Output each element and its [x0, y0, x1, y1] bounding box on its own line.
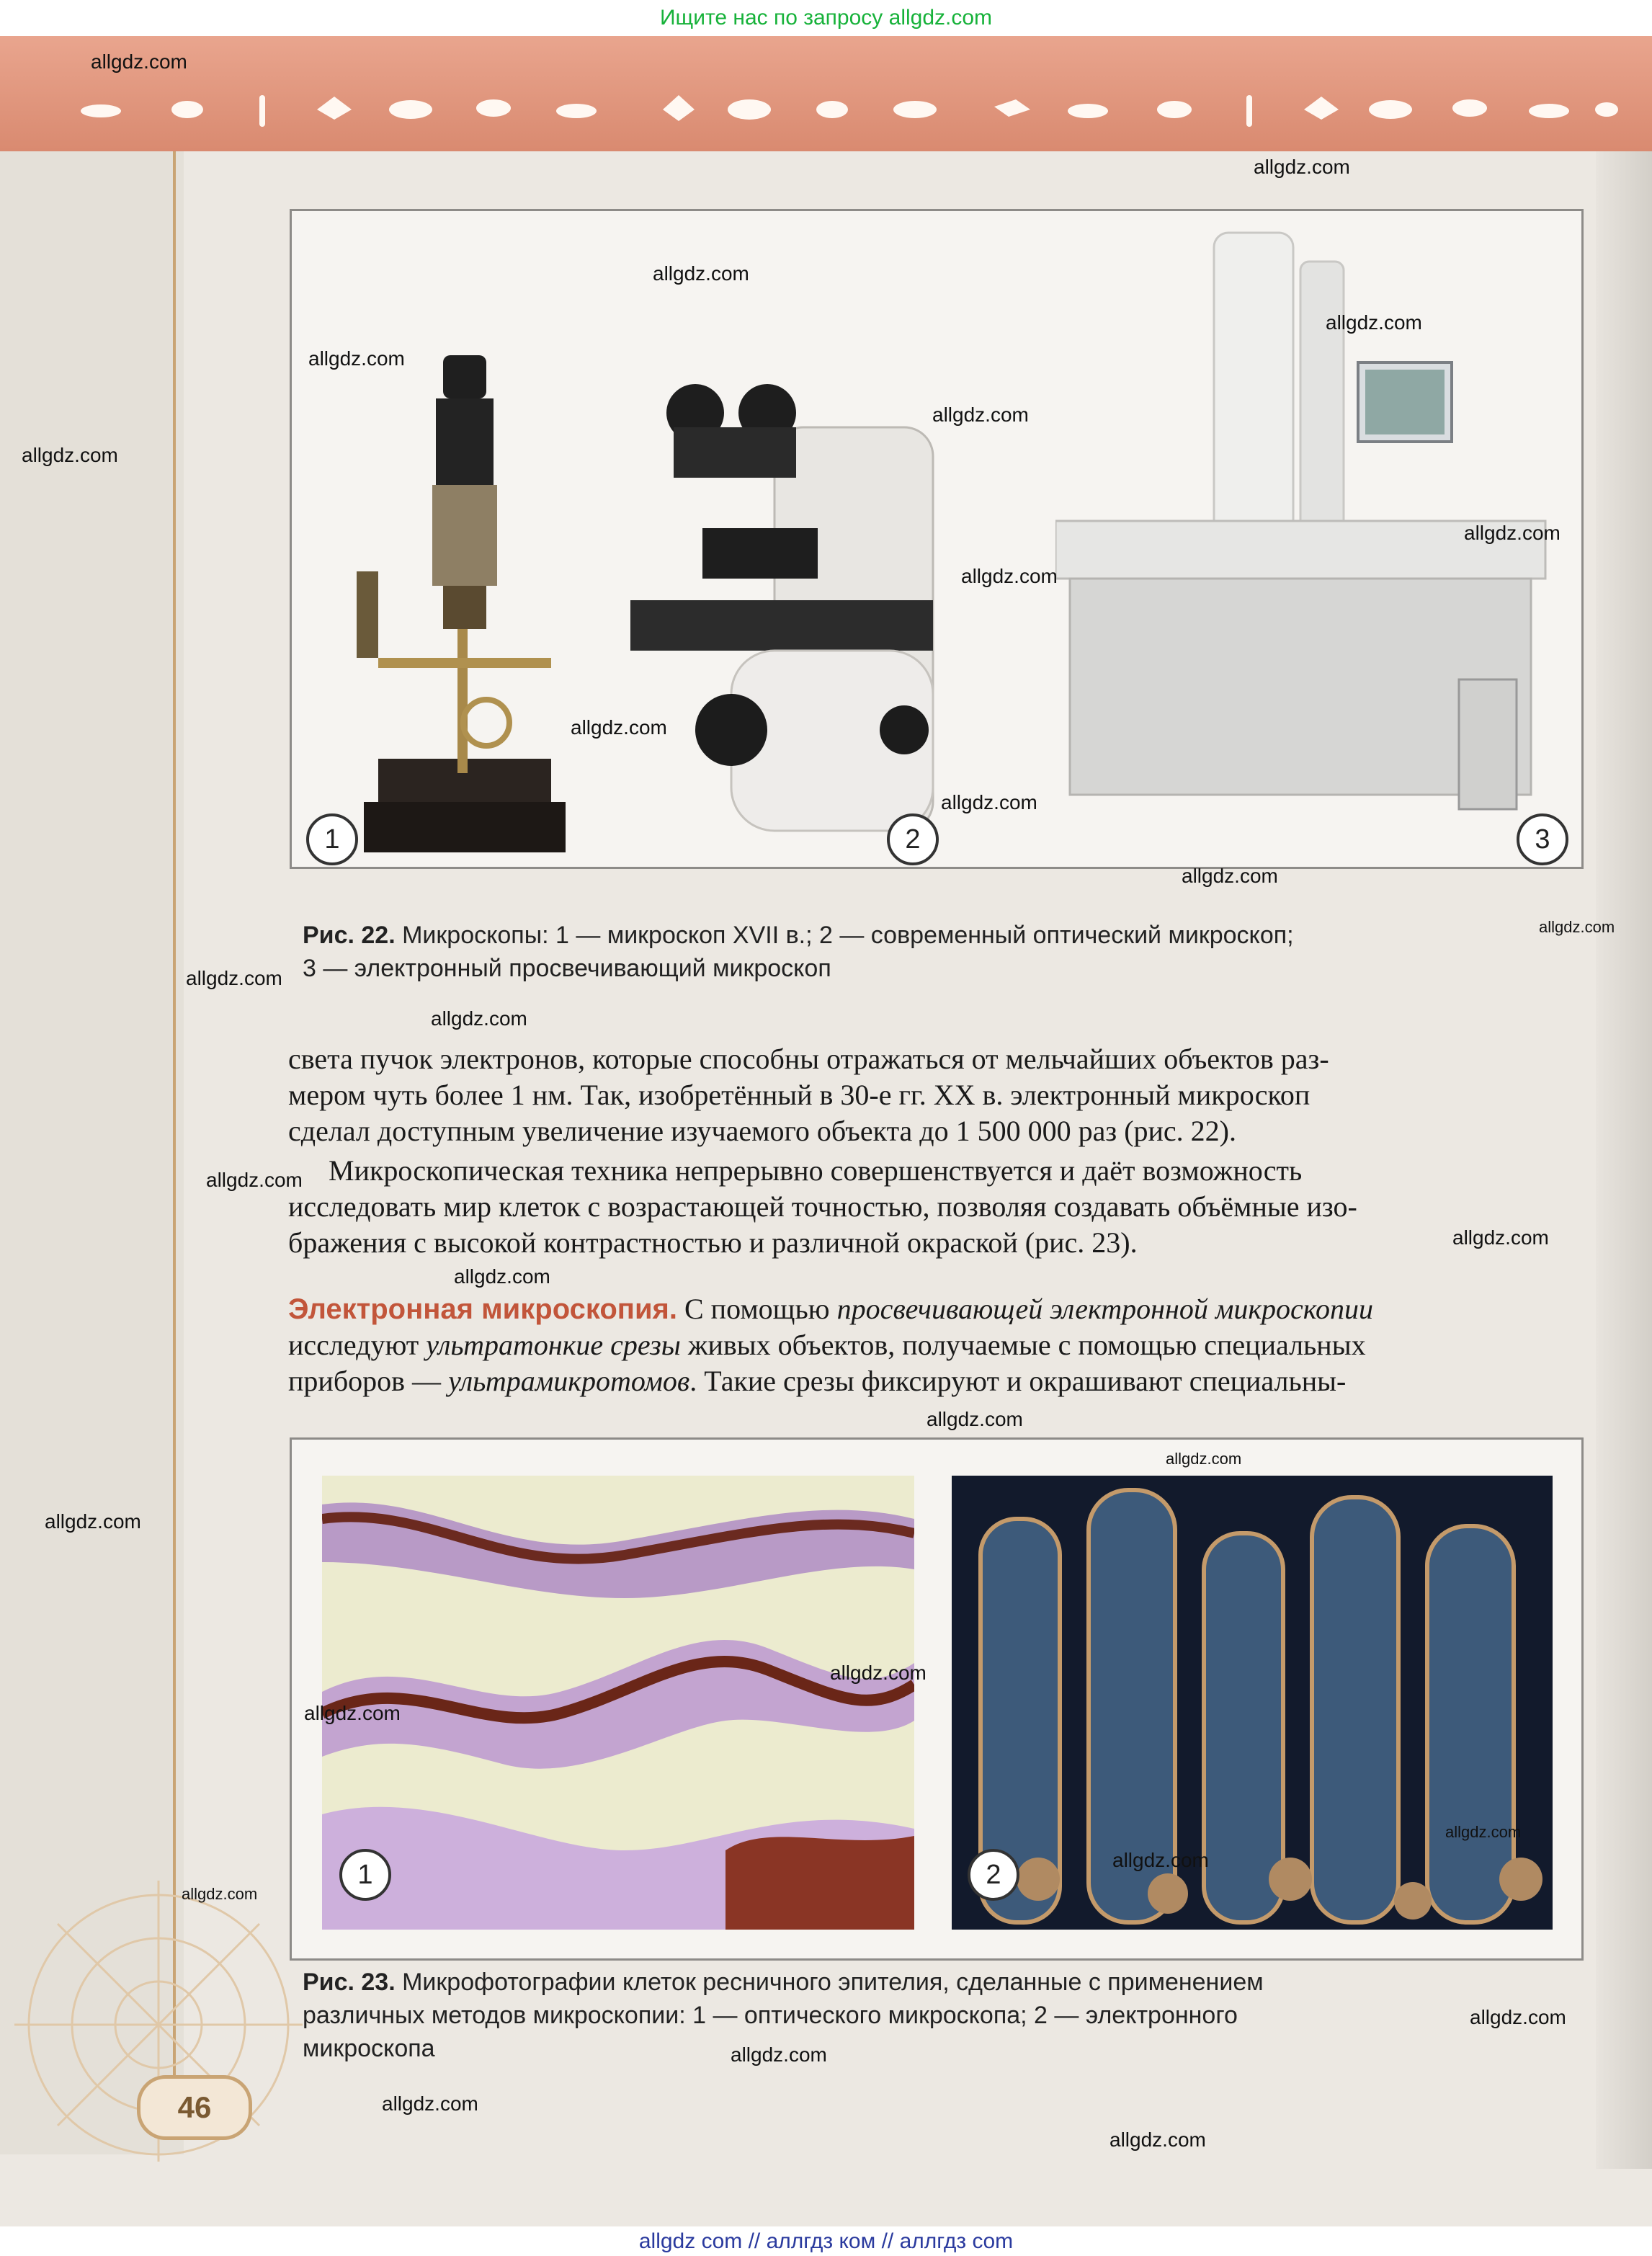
- watermark: allgdz.com: [22, 444, 118, 466]
- watermark: allgdz.com: [1445, 1823, 1522, 1841]
- term-ultrathin-sections: ультратонкие срезы: [426, 1329, 681, 1361]
- watermark: allgdz.com: [1254, 156, 1350, 178]
- watermark: allgdz.com: [961, 565, 1058, 587]
- figure-22-label: Рис. 22.: [303, 922, 396, 949]
- watermark: allgdz.com: [431, 1007, 527, 1030]
- watermark: allgdz.com: [1112, 1849, 1209, 1871]
- watermark: allgdz.com: [731, 2043, 827, 2066]
- watermark: allgdz.com: [653, 262, 749, 285]
- paragraph-3-text: живых объектов, получаемые с помощью специальных: [680, 1329, 1366, 1361]
- figure-22-badge-3: 3: [1517, 813, 1568, 865]
- watermark: allgdz.com: [941, 791, 1037, 813]
- page-fold-shadow: [1596, 151, 1652, 2169]
- watermark: allgdz.com: [454, 1265, 550, 1288]
- term-transmission-em: просвечивающей электронной микроскопии: [836, 1293, 1373, 1325]
- watermark: allgdz.com: [1109, 2128, 1206, 2151]
- watermark: allgdz.com: [304, 1702, 401, 1724]
- figure-22-badge-1: 1: [306, 813, 358, 865]
- watermark: allgdz.com: [91, 50, 187, 73]
- watermark: allgdz.com: [308, 347, 405, 370]
- paragraph-1-line-3: сделал доступным увеличение изучаемого объекта до 1 500 000 раз (рис. 22).: [288, 1115, 1236, 1147]
- paragraph-3: [288, 1291, 1585, 1399]
- paragraph-3-text: приборов —: [288, 1365, 449, 1397]
- watermark: allgdz.com: [1464, 522, 1561, 544]
- paragraph-3-text: С помощью: [677, 1293, 837, 1325]
- paragraph-2-line-3: бражения с высокой контрастностью и различной окраской (рис. 23).: [288, 1226, 1138, 1259]
- watermark: allgdz.com: [382, 2092, 478, 2115]
- figure-22-caption: [303, 919, 1571, 985]
- watermark: allgdz.com: [830, 1662, 927, 1684]
- paragraph-3-text: исследуют: [288, 1329, 427, 1361]
- figure-23-caption-line-3: микроскопа: [303, 2035, 435, 2062]
- figure-23-caption-line-2: различных методов микроскопии: 1 — оптического микроскопа; 2 — электронного: [303, 2002, 1238, 2029]
- antique-microscope-image: [335, 355, 594, 860]
- electron-micrograph-image: [952, 1476, 1553, 1930]
- watermark: allgdz.com: [186, 967, 282, 989]
- figure-23-caption-line-1: Микрофотографии клеток ресничного эпителия, сделанные с применением: [395, 1969, 1264, 1996]
- figure-22-badge-2: 2: [887, 813, 939, 865]
- figure-23-badge-2: 2: [968, 1849, 1019, 1901]
- paragraph-2-line-1: Микроскопическая техника непрерывно совершенствуется и даёт возможность: [329, 1154, 1303, 1187]
- top-banner: Ищите нас по запросу allgdz.com: [0, 0, 1652, 36]
- figure-22-caption-line-1: Микроскопы: 1 — микроскоп XVII в.; 2 — современный оптический микроскоп;: [395, 922, 1294, 949]
- paragraph-1-line-1: света пучок электронов, которые способны отражаться от мельчайших объектов раз-: [288, 1043, 1329, 1075]
- watermark: allgdz.com: [932, 404, 1029, 426]
- watermark: allgdz.com: [182, 1885, 258, 1903]
- figure-23-label: Рис. 23.: [303, 1969, 396, 1996]
- page-number: 46: [137, 2075, 252, 2140]
- paragraph-3-text: . Такие срезы фиксируют и окрашивают специальны-: [689, 1365, 1347, 1397]
- figure-23-badge-1: 1: [339, 1849, 391, 1901]
- watermark: allgdz.com: [1182, 865, 1278, 887]
- animal-silhouettes-icon: [79, 88, 1621, 131]
- bottom-banner: allgdz com // аллгдз ком // аллгдз com: [0, 2226, 1652, 2256]
- watermark: allgdz.com: [571, 716, 667, 739]
- paragraph-1-line-2: мером чуть более 1 нм. Так, изобретённый в 30-е гг. XX в. электронный микроскоп: [288, 1079, 1311, 1111]
- figure-22-caption-line-2: 3 — электронный просвечивающий микроскоп: [303, 955, 831, 982]
- watermark: allgdz.com: [927, 1408, 1023, 1430]
- watermark: allgdz.com: [1539, 918, 1615, 936]
- paragraph-2-line-2: исследовать мир клеток с возрастающей точностью, позволяя создавать объёмные изо-: [288, 1190, 1357, 1223]
- term-ultramicrotomes: ультрамикротомов: [448, 1365, 690, 1397]
- optical-micrograph-image: [322, 1476, 914, 1930]
- figure-23-caption: [303, 1966, 1571, 2065]
- section-heading: Электронная микроскопия.: [288, 1293, 677, 1325]
- paragraph-1: [288, 1041, 1585, 1149]
- watermark: allgdz.com: [1166, 1450, 1242, 1468]
- watermark: allgdz.com: [206, 1169, 303, 1191]
- optical-microscope-image: [630, 384, 1012, 860]
- paragraph-2: [288, 1153, 1585, 1261]
- watermark: allgdz.com: [1326, 311, 1422, 334]
- watermark: allgdz.com: [45, 1510, 141, 1533]
- watermark: allgdz.com: [1452, 1226, 1549, 1249]
- watermark: allgdz.com: [1470, 2006, 1566, 2028]
- figure-22: [290, 209, 1584, 869]
- figure-23: [290, 1437, 1584, 1961]
